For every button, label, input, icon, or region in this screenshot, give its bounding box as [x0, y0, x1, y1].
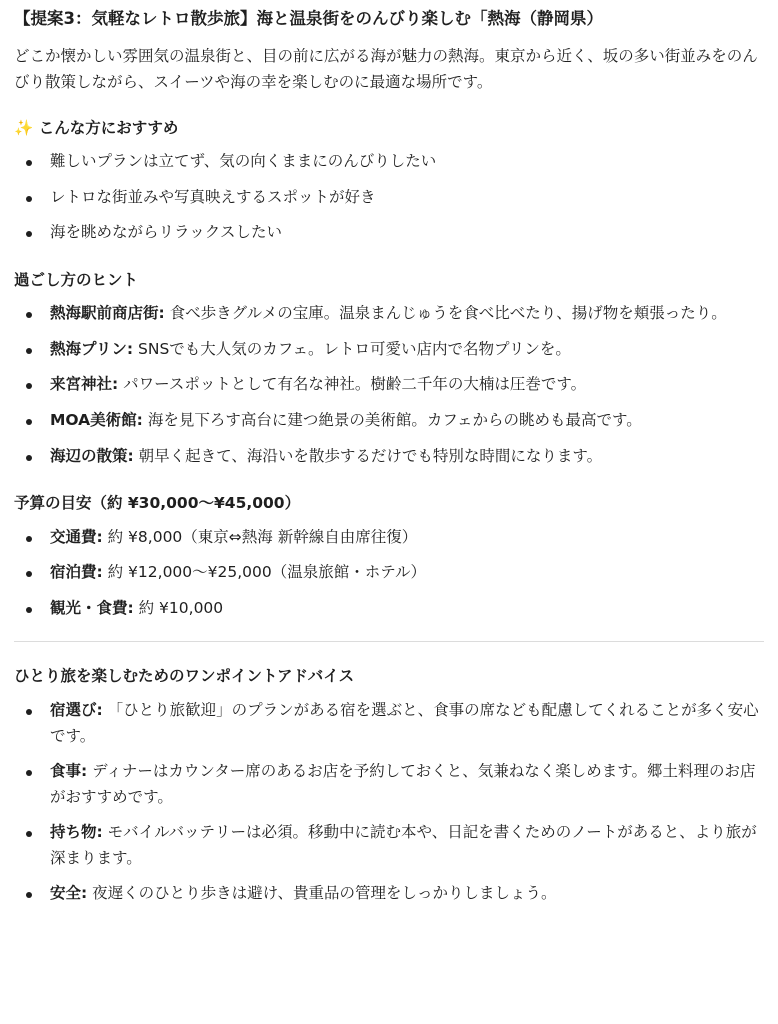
item-text: パワースポットとして有名な神社。樹齢二千年の大楠は圧巻です。 — [118, 375, 587, 394]
item-text: 朝早く起きて、海沿いを散歩するだけでも特別な時間になります。 — [133, 446, 603, 465]
item-text: 「ひとり旅歓迎」のプランがある宿を選ぶと、食事の席なども配慮してくれることが多く安心です。 — [50, 700, 759, 745]
list-item — [14, 444, 764, 470]
sparkles-icon: ✨ — [14, 118, 34, 137]
item-label: 熱海駅前商店街: — [50, 304, 165, 323]
list-item — [14, 372, 764, 398]
list-item — [14, 759, 764, 810]
list-item: 難しいプランは立てず、気の向くままにのんびりしたい — [14, 149, 764, 175]
item-text: SNSでも大人気のカフェ。レトロ可愛い店内で名物プリンを。 — [133, 339, 571, 358]
section-divider — [14, 641, 764, 642]
item-label: 食事: — [50, 762, 88, 781]
list-item — [14, 881, 764, 907]
list-item: レトロな街並みや写真映えするスポットが好き — [14, 185, 764, 211]
recommend-list — [14, 149, 764, 246]
list-item — [14, 408, 764, 434]
list-item — [14, 596, 764, 622]
item-label: MOA美術館: — [50, 411, 143, 430]
item-label: 宿泊費: — [50, 563, 103, 582]
item-label: 交通費: — [50, 527, 103, 546]
item-text: 海を見下ろす高台に建つ絶景の美術館。カフェからの眺めも最高です。 — [142, 411, 642, 430]
item-label: 安全: — [50, 884, 88, 903]
item-text: 約 ¥12,000〜¥25,000（温泉旅館・ホテル） — [102, 563, 426, 582]
proposal-title: 【提案3：気軽なレトロ散歩旅】海と温泉街をのんびり楽しむ「熱海（静岡県） — [14, 9, 603, 28]
intro-paragraph: どこか懐かしい雰囲気の温泉街と、目の前に広がる海が魅力の熱海。東京から近く、坂の多い街並みをのんびり散策しながら、スイーツや海の幸を楽しむのに最適な場所です。 — [14, 47, 758, 91]
list-item — [14, 560, 764, 586]
item-text: 約 ¥8,000（東京⇔熱海 新幹線自由席往復） — [102, 527, 418, 546]
item-text: モバイルバッテリーは必須。移動中に読む本や、日記を書くためのノートがあると、より旅が深まります。 — [50, 823, 757, 867]
budget-heading: 予算の目安（約 ¥30,000〜¥45,000） — [14, 494, 301, 513]
item-label: 熱海プリン: — [50, 339, 134, 358]
list-item — [14, 337, 764, 363]
recommend-heading — [14, 116, 764, 142]
advice-list — [14, 698, 764, 907]
item-label: 観光・食費: — [50, 598, 134, 617]
item-label: 持ち物: — [50, 823, 103, 842]
item-text: ディナーはカウンター席のあるお店を予約しておくと、気兼ねなく楽しめます。郷土料理のお店がおすすめです。 — [50, 762, 756, 806]
list-item — [14, 301, 764, 327]
hints-list — [14, 301, 764, 469]
hints-heading: 過ごし方のヒント — [14, 270, 139, 289]
item-label: 海辺の散策: — [50, 446, 134, 465]
budget-list — [14, 525, 764, 622]
list-item — [14, 525, 764, 551]
item-label: 宿選び: — [50, 700, 103, 719]
list-item: 海を眺めながらリラックスしたい — [14, 220, 764, 246]
item-text: 夜遅くのひとり歩きは避け、貴重品の管理をしっかりしましょう。 — [87, 884, 557, 903]
item-label: 来宮神社: — [50, 375, 119, 394]
recommend-heading-text: こんな方におすすめ — [38, 118, 179, 137]
list-item — [14, 820, 764, 871]
item-text: 食べ歩きグルメの宝庫。温泉まんじゅうを食べ比べたり、揚げ物を頬張ったり。 — [164, 304, 727, 323]
advice-heading: ひとり旅を楽しむためのワンポイントアドバイス — [14, 667, 355, 686]
item-text: 約 ¥10,000 — [133, 598, 224, 617]
list-item — [14, 698, 764, 749]
